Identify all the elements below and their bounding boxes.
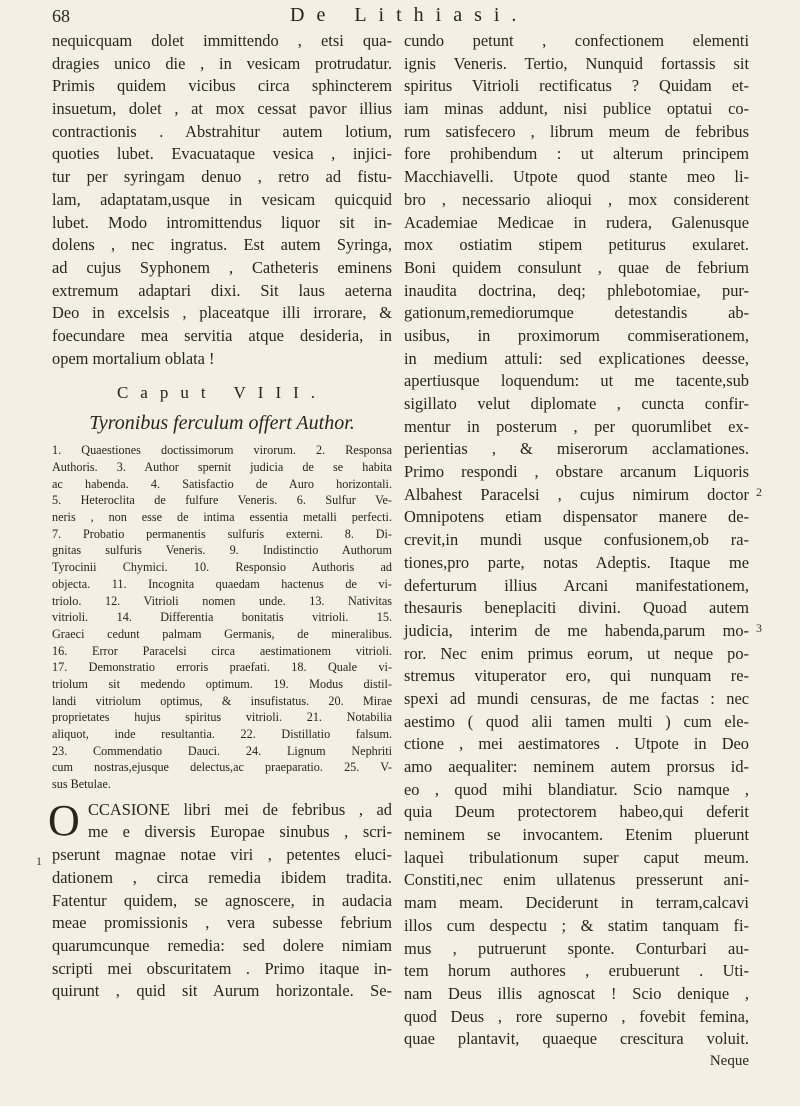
text-line: Boni quidem consulunt , quae de febrium [404,257,749,277]
text-line: dationem , circa remedia ibidem tradita. [52,867,392,887]
summary-line: vitrioli. 14. Differentia bonitatis vitrioli. 15. [52,610,392,625]
catchword: Neque [709,1052,749,1069]
text-line: quirunt , quid sit Aurum horizontale. Se- [52,981,392,1001]
summary-line: 7. Probatio permanentis sulfuris externi. 8. Di- [52,526,392,541]
text-line: quia Deum protectorem habeo,qui deferit [404,802,749,822]
text-line: mus , putruerunt sponte. Conturbari au- [404,938,749,958]
summary-line: ac habenda. 4. Satisfactio de Auro horizontali. [52,476,392,491]
text-line: extremum adaptari dixi. Sit laus aeterna [52,280,392,300]
text-line: Omnipotens etiam dispensator manere de- [404,507,749,527]
summary-line: triolo. 12. Vitrioli nomen unde. 13. Nativitas [52,593,392,608]
text-line: quoties lubet. Evacuataque vesica , injici- [52,144,392,164]
text-line: quod Deus , rore superno , fovebit femina, [404,1006,749,1026]
running-title: De Lithiasi. [290,4,529,26]
text-line: Fatentur quidem, se agnoscere, in audacia [52,890,392,910]
summary-line: objecta. 11. Incognita quaedam hactenus de vi- [52,576,392,591]
text-line: lam, adaptatam,usque in vesicam quicquid [52,189,392,209]
text-line: perientias , & miserorum acclamationes. [404,439,749,459]
summary-line: triolum sit medendo optimum. 19. Modus distil- [52,676,392,691]
text-line: nequicquam dolet immittendo , etsi qua- [52,31,392,50]
text-line: sigillato velut diplomate , cuncta confir- [404,394,749,413]
text-line: aestimo ( quod alii tamen multi ) cum ele- [404,711,749,731]
drop-cap-initial: O [48,795,80,845]
text-line: mentur in posterum , per quorumlibet ex- [404,416,749,436]
text-line: inaudita doctrina, deq; phlebotomiae, pur- [404,280,749,300]
text-line: nam Deus illis agnoscat ! Scio denique , [404,983,749,1003]
text-line: meae promissionis , vera subesse febrium [52,913,392,933]
summary-line: gnitas sulfuris Veneris. 9. Indistinctio Authorum [52,543,392,558]
text-line: apertiusque loquendum: ut me tacente,sub [404,371,749,391]
chapter-heading: Caput VIII. [116,383,328,403]
text-line: neminem se invocantem. Etenim pluerunt [404,825,749,845]
text-line: rum satisfecero , librum meum de febribus [404,121,749,141]
text-line: opem mortalium oblata ! [52,348,215,368]
text-line: insuetum, dolet , at mox cessat pavor illius [52,99,392,119]
left-top-paragraph [52,30,392,370]
text-line: ctione , mei aestimatores . Utpote in Deo [404,734,749,754]
text-line: me e diversis Europae sinubus , scri- [88,822,392,842]
text-line: Albahest Paracelsi , cujus nimirum doctor [404,484,749,504]
summary-line: neris , non esse de intima essentia metalli perfecti. [52,510,392,525]
text-line: Deo in excelsis , placeatque illi irrorare, & [52,303,392,323]
text-line: fore prohibendum : ut alterum principem [404,144,749,164]
text-line: tiones,pro parte, notas Adeptis. Itaque me [404,552,749,572]
margin-note: 3 [756,621,762,635]
text-line: mox ostiatim stipem petiturus exularet. [404,235,749,255]
text-line: Primo respondi , obstare arcanum Liquoris [404,462,749,482]
text-line: ad cujus Syphonem , Catheteris eminens [52,257,392,277]
right-column [404,30,749,1071]
text-line: deferturum illius Arcani manifestationem, [404,575,749,595]
text-line: lubet. Modo intromittendus liquor sit in- [52,212,392,232]
text-line: laqueì tribulationum super caput meum. [404,847,749,867]
margin-note: 1 [36,854,42,868]
chapter-summary [52,442,392,792]
text-line: in medium attuli: sed explicationes deesse, [404,348,749,368]
text-line: bro , necessario alioqui , mox considerent [404,189,749,209]
text-line: quarumcunque remedia: sed dolere nimiam [52,935,392,955]
text-line: ror. Nec enim primus eorum, ut neque po- [404,643,749,663]
text-line: ignis Veneris. Tertio, Nunquid fortassis sit [404,53,749,73]
text-line: usibus, in proximorum commiserationem, [404,325,749,345]
summary-line: 5. Heteroclita de fulfure Veneris. 6. Sulfur Ve- [52,493,392,508]
text-line: quae plantavit, quaeque crescitura voluit. [404,1029,749,1049]
text-line: spexi ad mundi censuras, de me factas : nec [404,688,749,708]
text-line: tem horum authores , erubuerunt . Uti- [404,961,749,981]
summary-line: Tyrocinii Chymici. 10. Responsio Authoris ad [52,560,392,575]
summary-line: landi vitriolum optimus, & insufistatus. 20. Mirae [52,693,392,708]
summary-line: Authoris. 3. Author spernit judicia de se habita [52,460,392,474]
summary-line: 1. Quaestiones doctissimorum virorum. 2. Responsa [52,443,392,458]
text-line: cundo petunt , confectionem elementi [404,31,749,50]
summary-line: sus Betulae. [52,777,111,792]
text-line: crevit,in mundi usque confusionem,ob ra- [404,530,749,550]
left-bottom-paragraph [48,795,392,1003]
text-line: amo aequaliter: neminem autem prorsus id- [404,757,749,776]
text-line: dragies unico die , in vesicam protrudatur. [52,53,392,73]
text-line: pserunt magnae notae viri , petentes eluci- [52,845,392,865]
text-line: illos cum despectu ; & statim tanquam fi- [404,915,749,935]
summary-line: Graeci cedunt palmam Germanis, de mineralibus. [52,626,392,641]
text-line: contractionis . Abstrahitur autem lotium, [52,121,392,141]
text-line: iam minas addunt, nisi publice optatui co- [404,99,749,119]
left-column [48,30,392,1003]
text-line: spiritus Vitrioli rectificatus ? Quidam et- [404,76,749,96]
summary-line: proprietates hujus spiritus vitrioli. 21. Notabilia [52,710,392,725]
text-line: tur per syringam denuo , retro ad fistu- [52,167,392,187]
text-line: stremus vituperator ero, qui nunquam re- [404,666,749,686]
text-line: eo , quod mihi blandiatur. Scio namque , [404,779,749,799]
text-line: foecundare mea servitia atque desideria, in [52,325,392,345]
text-line: scripti mei obscuritatem . Primo itaque in- [52,958,392,978]
summary-line: 23. Commendatio Dauci. 24. Lignum Nephriti [52,743,392,758]
text-line: Academiae Medicae in rudera, Galenusque [404,212,749,232]
text-line: judicia, interim de me habenda,parum mo- [404,620,749,640]
text-line: dolens , nec ingratus. Est autem Syringa, [52,235,392,255]
text-line: Constiti,nec enim ullatenus presserunt ani- [404,870,749,890]
chapter-title: Tyronibus ferculum offert Author. [89,412,355,435]
text-line: thesauris beneplaciti divini. Quoad autem [404,598,749,618]
text-line: Macchiavelli. Utpote quod stante meo li- [404,167,749,187]
text-line: mam meam. Deciderunt in terram,calcavi [404,893,749,913]
summary-line: aliquot, inde resultantia. 22. Distillatio falsum. [52,727,392,741]
page-number: 68 [52,6,70,26]
text-line: gationum,remediorumque detestandis ab- [404,303,749,323]
text-line: Primis quidem vicibus circa sphincterem [52,76,392,96]
summary-line: cum nostras,ejusque delectus,ac praeparatio. 25. V- [52,760,392,775]
summary-line: 16. Error Paracelsi circa aestimationem vitrioli. [52,643,392,658]
text-line: CCASIONE libri mei de febribus , ad [88,799,392,819]
margin-note: 2 [756,485,762,499]
summary-line: 17. Demonstratio erroris praefati. 18. Quale vi- [52,660,392,675]
